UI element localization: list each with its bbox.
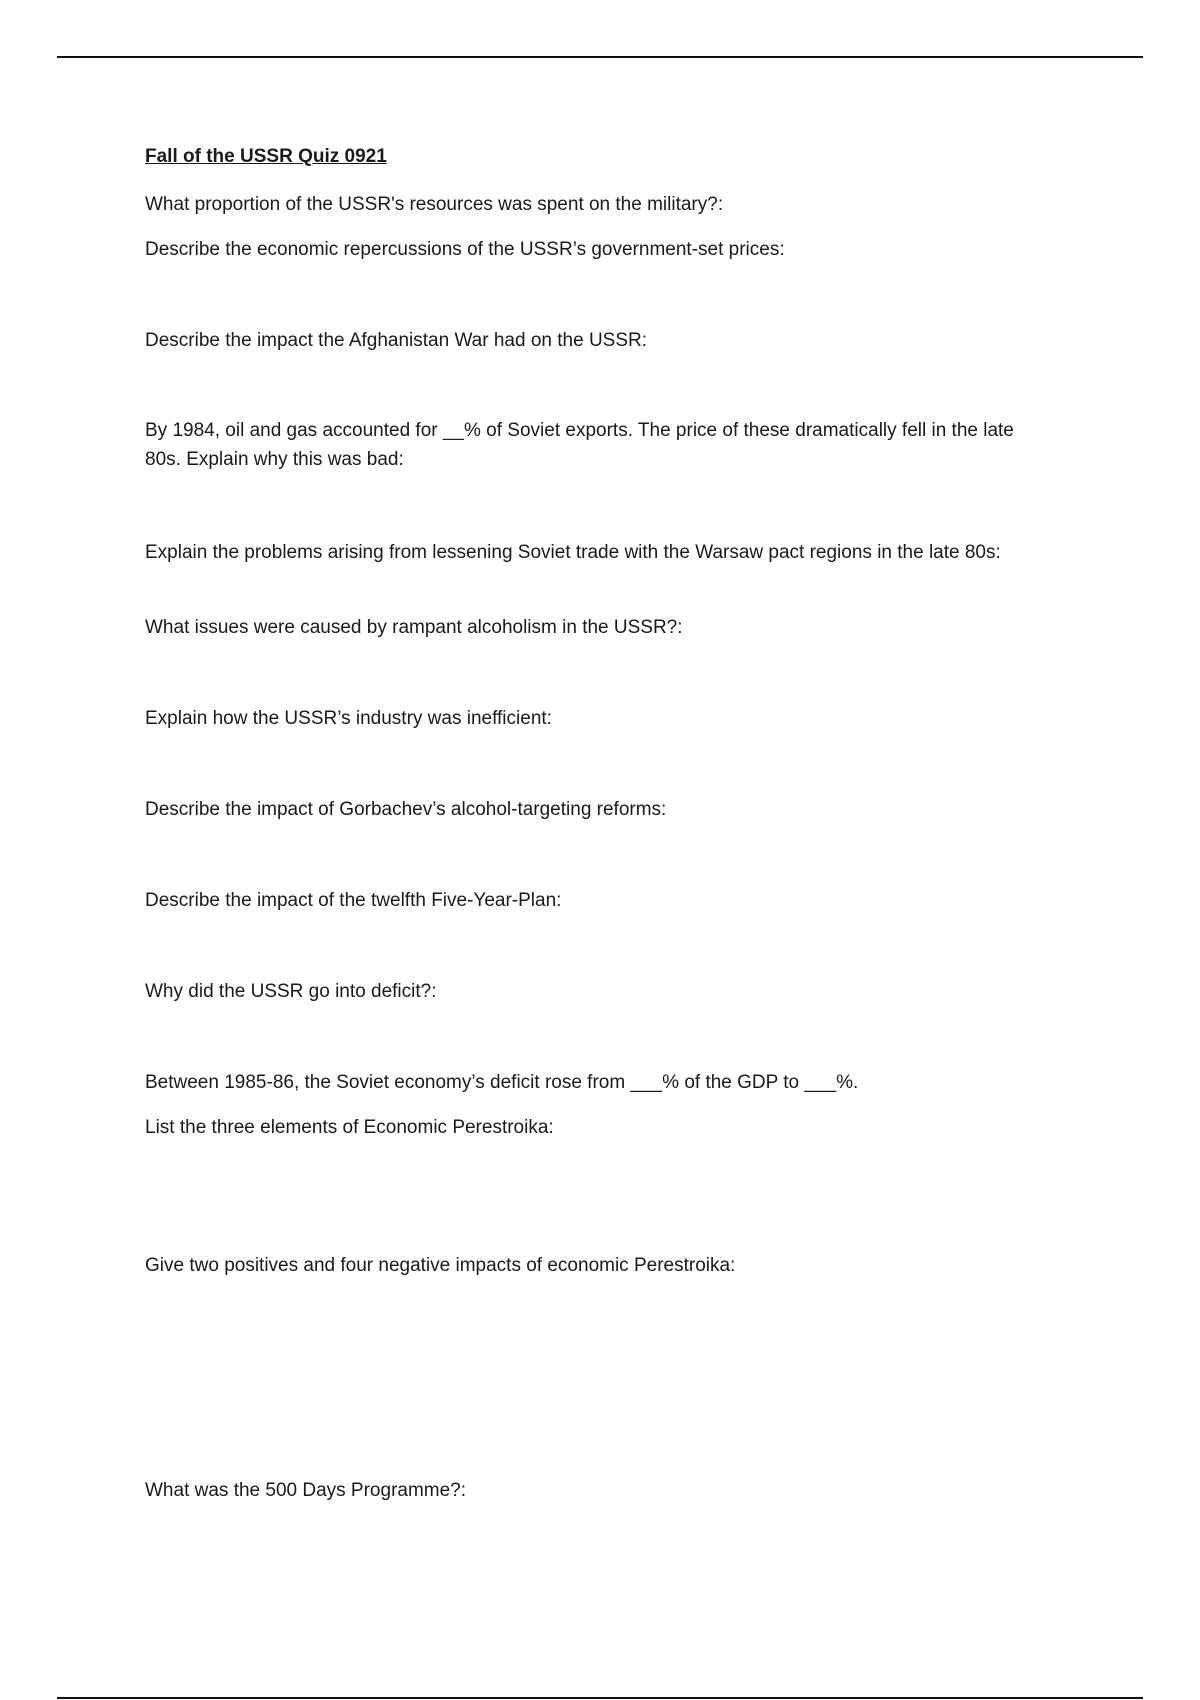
question-government-set-prices: Describe the economic repercussions of the USSR’s government-set prices: <box>145 239 785 260</box>
header-rule <box>57 56 1143 58</box>
question-warsaw-pact-trade: Explain the problems arising from lessening Soviet trade with the Warsaw pact regions in the late 80s: <box>145 542 1001 563</box>
question-afghanistan-war: Describe the impact the Afghanistan War had on the USSR: <box>145 330 648 351</box>
question-deficit-rise: Between 1985-86, the Soviet economy’s deficit rose from ___% of the GDP to ___%. <box>145 1072 859 1093</box>
question-perestroika-elements: List the three elements of Economic Perestroika: <box>145 1117 554 1138</box>
question-alcohol-reforms: Describe the impact of Gorbachev’s alcohol-targeting reforms: <box>145 799 667 820</box>
question-alcoholism: What issues were caused by rampant alcoholism in the USSR?: <box>145 617 683 638</box>
question-500-days-programme: What was the 500 Days Programme?: <box>145 1480 467 1501</box>
question-military-spending: What proportion of the USSR's resources was spent on the military?: <box>145 194 724 215</box>
quiz-title: Fall of the USSR Quiz 0921 <box>145 146 387 167</box>
question-twelfth-five-year-plan: Describe the impact of the twelfth Five-Year-Plan: <box>145 890 562 911</box>
question-oil-and-gas: By 1984, oil and gas accounted for __% of Soviet exports. The price of these dramatically fell in the late 80s. Explain why this was bad: <box>145 420 1014 470</box>
question-industry-inefficiency: Explain how the USSR’s industry was inefficient: <box>145 708 552 729</box>
question-perestroika-impacts: Give two positives and four negative impacts of economic Perestroika: <box>145 1255 736 1276</box>
footer-rule <box>57 1697 1143 1699</box>
question-deficit-cause: Why did the USSR go into deficit?: <box>145 981 437 1002</box>
